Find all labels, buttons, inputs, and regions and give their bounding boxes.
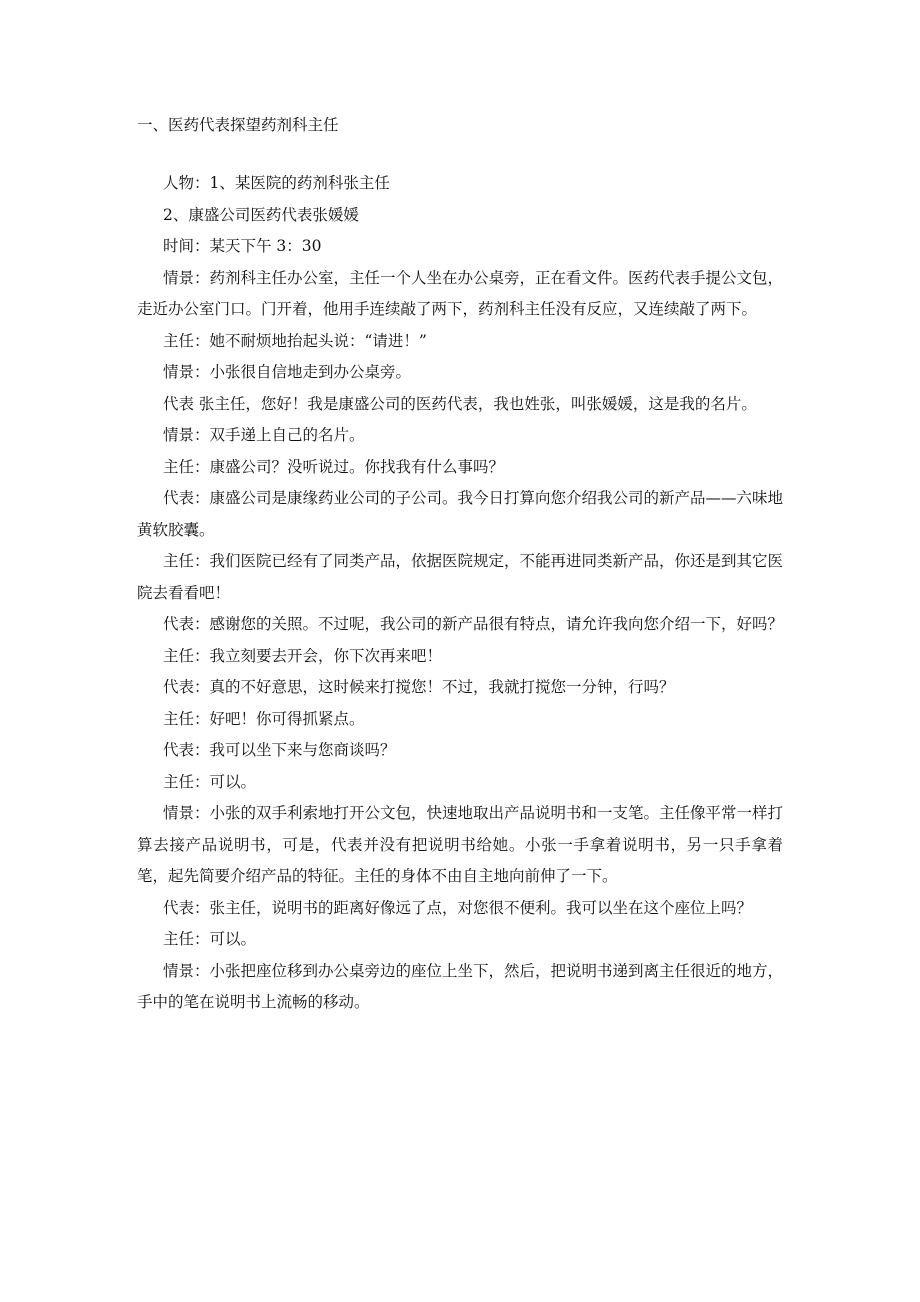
cast-line-2: 2、康盛公司医药代表张媛媛 bbox=[163, 205, 359, 224]
scene-paragraph: 情景：小张的双手利索地打开公文包，快速地取出产品说明书和一支笔。主任像平常一样打算去接产品说明书，可是，代表并没有把说明书给她。小张一手拿着说明书，另一只手拿着笔，起先简要介绍产品的特征。主任的身体不由自主地向前伸了一下。 bbox=[137, 804, 784, 885]
scene-paragraph: 情景：小张很自信地走到办公桌旁。 bbox=[163, 363, 412, 381]
dialogue-paragraph: 主任：康盛公司？没听说过。你找我有什么事吗？ bbox=[163, 457, 505, 476]
scene-paragraph: 情景：双手递上自己的名片。 bbox=[163, 426, 365, 444]
dialogue-paragraph: 代表：张主任，说明书的距离好像远了点，对您很不便利。我可以坐在这个座位上吗？ bbox=[163, 898, 753, 917]
time-line: 时间：某天下午 3：30 bbox=[163, 237, 322, 255]
dialogue-paragraph: 主任：好吧！你可得抓紧点。 bbox=[163, 709, 365, 728]
dialogue-paragraph: 主任：可以。 bbox=[163, 772, 257, 791]
dialogue-paragraph: 主任：我们医院已经有了同类产品，依据医院规定，不能再进同类新产品，你还是到其它医院去看看吧！ bbox=[137, 552, 784, 602]
dialogue-paragraph: 主任：她不耐烦地抬起头说：“请进！” bbox=[163, 331, 427, 350]
cast-line-1: 人物：1、某医院的药剂科张主任 bbox=[163, 174, 390, 192]
scene-paragraph: 情景：药剂科主任办公室，主任一个人坐在办公桌旁，正在看文件。医药代表手提公文包，走近办公室门口。门开着，他用手连续敲了两下，药剂科主任没有反应，又连续敲了两下。 bbox=[137, 268, 784, 318]
dialogue-paragraph: 代表：真的不好意思，这时候来打搅您！不过，我就打搅您一分钟，行吗？ bbox=[163, 678, 675, 696]
section-heading: 一、医药代表探望药剂科主任 bbox=[137, 116, 339, 134]
dialogue-paragraph: 代表 张主任，您好！我是康盛公司的医药代表，我也姓张，叫张媛媛，这是我的名片。 bbox=[163, 394, 757, 413]
dialogue-paragraph: 主任：可以。 bbox=[163, 930, 257, 948]
dialogue-paragraph: 代表：感谢您的关照。不过呢，我公司的新产品很有特点，请允许我向您介绍一下，好吗？ bbox=[163, 615, 784, 633]
dialogue-paragraph: 代表：康盛公司是康缘药业公司的子公司。我今日打算向您介绍我公司的新产品——六味地黄软胶囊。 bbox=[137, 489, 784, 539]
dialogue-paragraph: 主任：我立刻要去开会，你下次再来吧！ bbox=[163, 646, 443, 665]
scene-paragraph: 情景：小张把座位移到办公桌旁边的座位上坐下，然后，把说明书递到离主任很近的地方，手中的笔在说明书上流畅的移动。 bbox=[137, 961, 784, 1011]
dialogue-body bbox=[137, 168, 783, 1019]
dialogue-paragraph: 代表：我可以坐下来与您商谈吗？ bbox=[163, 741, 396, 759]
